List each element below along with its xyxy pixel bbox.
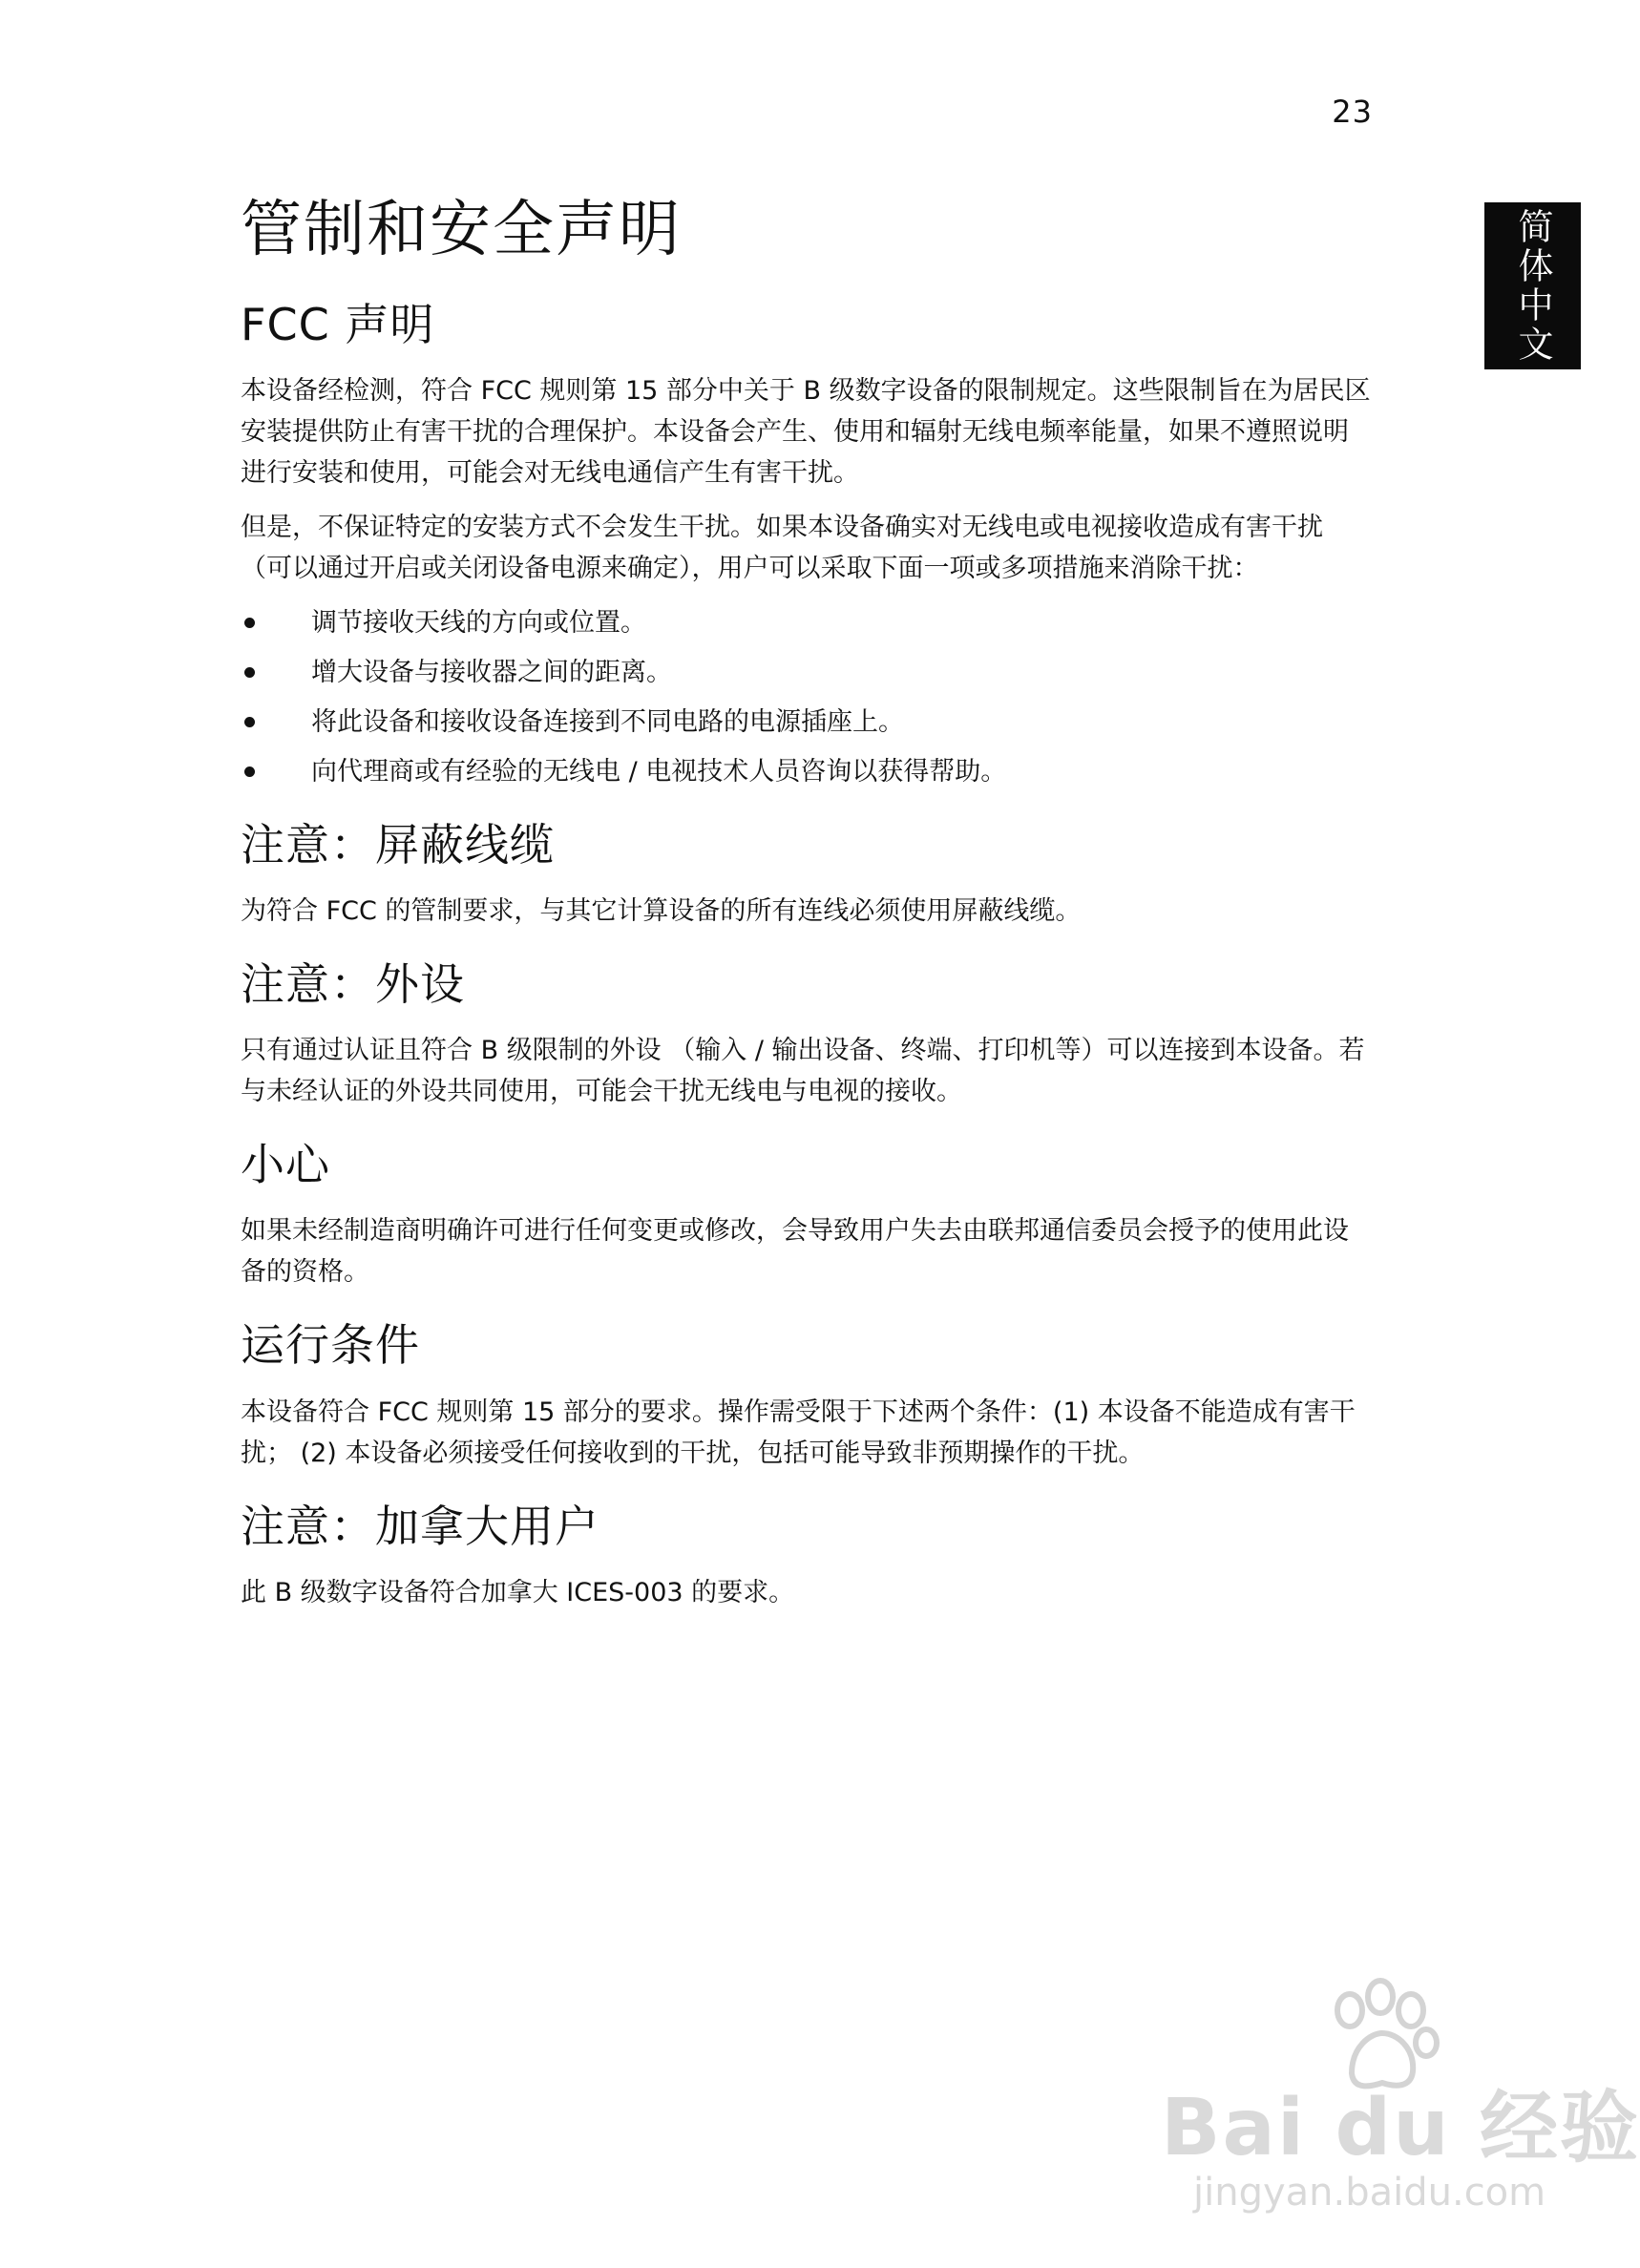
page-number: 23 [1332, 94, 1373, 130]
section-peripherals [241, 958, 1372, 1112]
language-tab-label: 简体中文 [1512, 207, 1553, 365]
watermark-url: jingyan.baidu.com [1193, 2171, 1546, 2215]
paragraph: 如果未经制造商明确许可进行任何变更或修改，会导致用户失去由联邦通信委员会授予的使用此设备的资格。 [241, 1216, 1349, 1288]
paragraph: 本设备符合 FCC 规则第 15 部分的要求。操作需受限于下述两个条件：(1) 本设备不能造成有害干扰； (2) 本设备必须接受任何接收到的干扰，包括可能导致非预期操作的干扰。 [241, 1396, 1356, 1468]
section-heading-operating-conditions: 运行条件 [241, 1319, 420, 1372]
list-item [241, 652, 1372, 693]
section-fcc [241, 299, 1372, 792]
list-item [241, 702, 1372, 743]
section-operating-conditions [241, 1319, 1372, 1473]
section-shielded-cables [241, 819, 1372, 932]
language-tab [1484, 202, 1581, 369]
section-caution [241, 1139, 1372, 1292]
section-canada [241, 1501, 1372, 1613]
paragraph: 此 B 级数字设备符合加拿大 ICES-003 的要求。 [241, 1577, 795, 1607]
list-item-text: 调节接收天线的方向或位置。 [311, 607, 646, 638]
bullet-list [241, 602, 1372, 792]
paragraph: 本设备经检测，符合 FCC 规则第 15 部分中关于 B 级数字设备的限制规定。这些限制旨在为居民区安装提供防止有害干扰的合理保护。本设备会产生、使用和辐射无线电频率能量，如果不遵照说明进行安装和使用，可能会对无线电通信产生有害干扰。 [241, 375, 1371, 488]
section-heading-fcc: FCC 声明 [241, 298, 435, 350]
section-heading-caution: 小心 [241, 1139, 330, 1191]
paragraph: 只有通过认证且符合 B 级限制的外设 （输入 / 输出设备、终端、打印机等）可以连接到本设备。若与未经认证的外设共同使用，可能会干扰无线电与电视的接收。 [241, 1036, 1365, 1107]
watermark [1161, 1970, 1640, 2218]
section-heading-shielded-cables: 注意：屏蔽线缆 [241, 818, 555, 871]
paragraph: 为符合 FCC 的管制要求，与其它计算设备的所有连线必须使用屏蔽线缆。 [241, 895, 1082, 926]
watermark-brand: Bai du 经验 [1161, 2083, 1640, 2174]
bullet-icon [244, 766, 255, 777]
list-item [241, 602, 1372, 643]
section-heading-peripherals: 注意：外设 [241, 957, 465, 1010]
section-heading-canada: 注意：加拿大用户 [241, 1500, 599, 1552]
page-title: 管制和安全声明 [241, 195, 682, 265]
document-content [241, 196, 1372, 1640]
list-item [241, 751, 1372, 792]
list-item-text: 向代理商或有经验的无线电 / 电视技术人员咨询以获得帮助。 [311, 756, 1007, 787]
list-item-text: 将此设备和接收设备连接到不同电路的电源插座上。 [311, 706, 904, 737]
bullet-icon [244, 717, 255, 727]
list-item-text: 增大设备与接收器之间的距离。 [311, 657, 672, 687]
bullet-icon [244, 618, 255, 628]
bullet-icon [244, 667, 255, 678]
paragraph: 但是，不保证特定的安装方式不会发生干扰。如果本设备确实对无线电或电视接收造成有害干扰 （可以通过开启或关闭设备电源来确定），用户可以采取下面一项或多项措施来消除干扰： [241, 512, 1323, 583]
